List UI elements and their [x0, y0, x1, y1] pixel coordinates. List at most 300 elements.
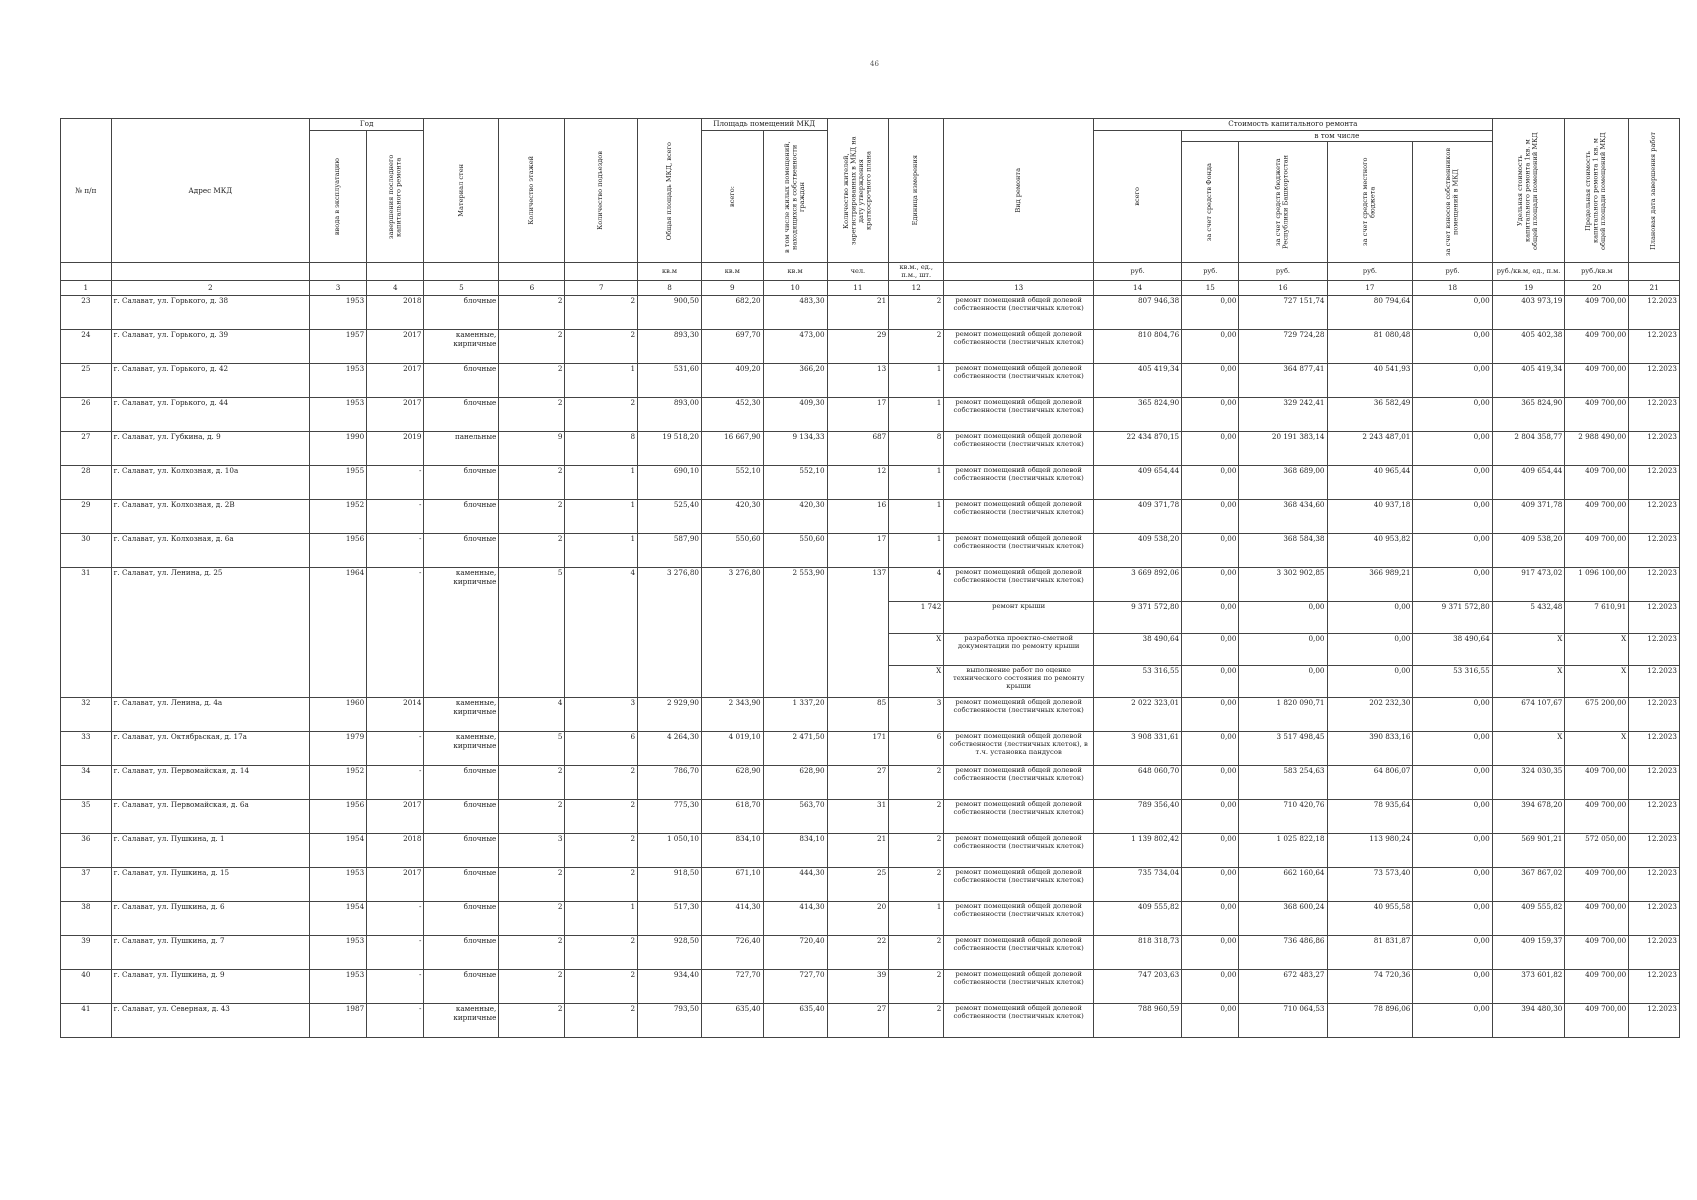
end-date-cell: 12.2023	[1629, 568, 1680, 602]
residents-cell: 27	[827, 766, 889, 800]
unit-cost-cell: 394 480,30	[1492, 1004, 1565, 1038]
residents-cell: 16	[827, 500, 889, 534]
cost-republic-cell: 1 820 090,71	[1239, 698, 1327, 732]
header-cost-total: всего	[1094, 131, 1182, 263]
table-row	[61, 970, 1680, 1004]
unit-cost-cell: 409 654,44	[1492, 466, 1565, 500]
cost-fund-cell: 0,00	[1182, 330, 1239, 364]
address-cell: г. Салават, ул. Горького, д. 39	[111, 330, 309, 364]
header-year-group: Год	[309, 119, 424, 131]
column-number-cell: 15	[1182, 281, 1239, 296]
cost-fund-cell: 0,00	[1182, 970, 1239, 1004]
table-row	[61, 834, 1680, 868]
repair-type-cell: выполнение работ по оценке технического состояния по ремонту крыши	[944, 666, 1094, 698]
cost-republic-cell: 736 486,86	[1239, 936, 1327, 970]
entrances-cell: 2	[565, 398, 638, 432]
entrances-cell: 1	[565, 364, 638, 398]
cost-republic-cell: 583 254,63	[1239, 766, 1327, 800]
cost-republic-cell: 0,00	[1239, 634, 1327, 666]
area-all-cell: 550,60	[701, 534, 763, 568]
cost-republic-cell: 20 191 383,14	[1239, 432, 1327, 466]
cost-owners-cell: 0,00	[1413, 1004, 1492, 1038]
header-limit-cost: Предельная стоимость капитального ремонта 1 кв. м общей площади помещений МКД	[1565, 119, 1629, 263]
table-row	[61, 364, 1680, 398]
column-number-cell: 17	[1327, 281, 1413, 296]
year-last-repair-cell: 2019	[367, 432, 424, 466]
year-last-repair-cell: -	[367, 500, 424, 534]
unit-cost-cell: Х	[1492, 666, 1565, 698]
wall-material-cell: блочные	[424, 398, 499, 432]
year-last-repair-cell: 2017	[367, 800, 424, 834]
header-cost-republic: за счет средств бюджета Республики Башкортостан	[1239, 142, 1327, 263]
total-area-cell: 893,30	[638, 330, 702, 364]
cost-owners-cell: 53 316,55	[1413, 666, 1492, 698]
cost-republic-cell: 3 302 902,85	[1239, 568, 1327, 602]
column-number-cell: 10	[763, 281, 827, 296]
header-address: Адрес МКД	[111, 119, 309, 263]
cost-local-cell: 40 965,44	[1327, 466, 1413, 500]
entrances-cell: 2	[565, 296, 638, 330]
cost-fund-cell: 0,00	[1182, 634, 1239, 666]
header-wall-material: Материал стен	[424, 119, 499, 263]
row-number-cell: 34	[61, 766, 112, 800]
total-area-cell: 587,90	[638, 534, 702, 568]
entrances-cell: 6	[565, 732, 638, 766]
unit-qty-cell: 6	[889, 732, 944, 766]
floors-cell: 2	[499, 868, 565, 902]
cost-fund-cell: 0,00	[1182, 500, 1239, 534]
repair-type-cell: ремонт помещений общей долевой собственности (лестничных клеток)	[944, 500, 1094, 534]
cost-local-cell: 78 896,06	[1327, 1004, 1413, 1038]
cost-local-cell: 40 541,93	[1327, 364, 1413, 398]
wall-material-cell: блочные	[424, 834, 499, 868]
unit-cell	[944, 263, 1094, 281]
row-number-cell: 33	[61, 732, 112, 766]
unit-qty-cell: 2	[889, 936, 944, 970]
row-number-cell: 30	[61, 534, 112, 568]
floors-cell: 2	[499, 364, 565, 398]
cost-fund-cell: 0,00	[1182, 432, 1239, 466]
year-commission-cell: 1954	[309, 902, 366, 936]
header-area-owned: в том числе жилых помещений, находящихся в собственности граждан	[763, 131, 827, 263]
column-number-cell: 12	[889, 281, 944, 296]
end-date-cell: 12.2023	[1629, 330, 1680, 364]
unit-cost-cell: 394 678,20	[1492, 800, 1565, 834]
floors-cell: 5	[499, 568, 565, 698]
wall-material-cell: каменные, кирпичные	[424, 732, 499, 766]
unit-qty-cell: 1	[889, 364, 944, 398]
end-date-cell: 12.2023	[1629, 602, 1680, 634]
page-number: 46	[870, 60, 879, 68]
cost-owners-cell: 9 371 572,80	[1413, 602, 1492, 634]
cost-local-cell: 390 833,16	[1327, 732, 1413, 766]
cost-republic-cell: 368 584,38	[1239, 534, 1327, 568]
header-unit-cost: Удельная стоимость капитального ремонта 1кв. м общей площади помещений МКД	[1492, 119, 1565, 263]
unit-qty-cell: 1	[889, 902, 944, 936]
address-cell: г. Салават, ул. Ленина, д. 25	[111, 568, 309, 698]
cost-local-cell: 40 937,18	[1327, 500, 1413, 534]
cost-total-cell: 409 371,78	[1094, 500, 1182, 534]
area-all-cell: 671,10	[701, 868, 763, 902]
cost-total-cell: 788 960,59	[1094, 1004, 1182, 1038]
table-row	[61, 534, 1680, 568]
address-cell: г. Салават, ул. Северная, д. 43	[111, 1004, 309, 1038]
end-date-cell: 12.2023	[1629, 698, 1680, 732]
column-number-cell: 1	[61, 281, 112, 296]
cost-local-cell: 202 232,30	[1327, 698, 1413, 732]
wall-material-cell: блочные	[424, 364, 499, 398]
cost-republic-cell: 727 151,74	[1239, 296, 1327, 330]
unit-cost-cell: 367 867,02	[1492, 868, 1565, 902]
floors-cell: 4	[499, 698, 565, 732]
end-date-cell: 12.2023	[1629, 296, 1680, 330]
header-residents: Количество жителей, зарегистрированных в МКД на дату утверждения краткосрочного плана	[827, 119, 889, 263]
address-cell: г. Салават, ул. Первомайская, д. 6а	[111, 800, 309, 834]
floors-cell: 2	[499, 330, 565, 364]
cost-total-cell: 807 946,38	[1094, 296, 1182, 330]
row-number-cell: 41	[61, 1004, 112, 1038]
floors-cell: 2	[499, 766, 565, 800]
cost-local-cell: 74 720,36	[1327, 970, 1413, 1004]
end-date-cell: 12.2023	[1629, 534, 1680, 568]
residents-cell: 39	[827, 970, 889, 1004]
area-owned-cell: 414,30	[763, 902, 827, 936]
entrances-cell: 2	[565, 1004, 638, 1038]
unit-cost-cell: 569 901,21	[1492, 834, 1565, 868]
unit-qty-cell: 1	[889, 398, 944, 432]
cost-owners-cell: 0,00	[1413, 500, 1492, 534]
area-all-cell: 4 019,10	[701, 732, 763, 766]
cost-owners-cell: 0,00	[1413, 330, 1492, 364]
end-date-cell: 12.2023	[1629, 834, 1680, 868]
residents-cell: 21	[827, 296, 889, 330]
row-number-cell: 39	[61, 936, 112, 970]
column-number-cell: 18	[1413, 281, 1492, 296]
wall-material-cell: каменные, кирпичные	[424, 698, 499, 732]
area-all-cell: 452,30	[701, 398, 763, 432]
area-all-cell: 420,30	[701, 500, 763, 534]
unit-qty-cell: 8	[889, 432, 944, 466]
header-year-commission: ввода в эксплуатацию	[309, 131, 366, 263]
row-number-cell: 36	[61, 834, 112, 868]
area-owned-cell: 483,30	[763, 296, 827, 330]
total-area-cell: 19 518,20	[638, 432, 702, 466]
cost-owners-cell: 0,00	[1413, 466, 1492, 500]
residents-cell: 31	[827, 800, 889, 834]
limit-cost-cell: 409 700,00	[1565, 296, 1629, 330]
area-owned-cell: 1 337,20	[763, 698, 827, 732]
cost-total-cell: 365 824,90	[1094, 398, 1182, 432]
cost-fund-cell: 0,00	[1182, 868, 1239, 902]
wall-material-cell: каменные, кирпичные	[424, 330, 499, 364]
wall-material-cell: блочные	[424, 970, 499, 1004]
year-last-repair-cell: -	[367, 534, 424, 568]
year-last-repair-cell: -	[367, 466, 424, 500]
year-commission-cell: 1952	[309, 500, 366, 534]
total-area-cell: 793,50	[638, 1004, 702, 1038]
unit-cell	[1629, 263, 1680, 281]
cost-owners-cell: 0,00	[1413, 364, 1492, 398]
entrances-cell: 2	[565, 330, 638, 364]
cost-local-cell: 81 831,87	[1327, 936, 1413, 970]
unit-cell: кв.м	[701, 263, 763, 281]
cost-owners-cell: 0,00	[1413, 936, 1492, 970]
floors-cell: 2	[499, 500, 565, 534]
wall-material-cell: блочные	[424, 902, 499, 936]
cost-fund-cell: 0,00	[1182, 834, 1239, 868]
limit-cost-cell: 409 700,00	[1565, 534, 1629, 568]
repair-type-cell: ремонт помещений общей долевой собственности (лестничных клеток)	[944, 698, 1094, 732]
end-date-cell: 12.2023	[1629, 398, 1680, 432]
repair-plan-table-wrap	[60, 118, 1680, 1038]
wall-material-cell: блочные	[424, 800, 499, 834]
total-area-cell: 918,50	[638, 868, 702, 902]
cost-fund-cell: 0,00	[1182, 534, 1239, 568]
entrances-cell: 1	[565, 466, 638, 500]
end-date-cell: 12.2023	[1629, 766, 1680, 800]
year-last-repair-cell: -	[367, 568, 424, 698]
area-all-cell: 727,70	[701, 970, 763, 1004]
area-owned-cell: 366,20	[763, 364, 827, 398]
year-commission-cell: 1952	[309, 766, 366, 800]
units-row	[61, 263, 1680, 281]
cost-republic-cell: 368 689,00	[1239, 466, 1327, 500]
header-cost-local: за счет средств местного бюджета	[1327, 142, 1413, 263]
cost-local-cell: 73 573,40	[1327, 868, 1413, 902]
unit-cell: кв.м., ед., п.м., шт.	[889, 263, 944, 281]
cost-owners-cell: 0,00	[1413, 868, 1492, 902]
cost-owners-cell: 0,00	[1413, 534, 1492, 568]
cost-republic-cell: 0,00	[1239, 666, 1327, 698]
year-last-repair-cell: 2017	[367, 364, 424, 398]
unit-cell	[367, 263, 424, 281]
year-last-repair-cell: 2017	[367, 868, 424, 902]
repair-type-cell: ремонт крыши	[944, 602, 1094, 634]
cost-total-cell: 9 371 572,80	[1094, 602, 1182, 634]
year-last-repair-cell: -	[367, 766, 424, 800]
repair-type-cell: ремонт помещений общей долевой собственности (лестничных клеток)	[944, 466, 1094, 500]
table-row	[61, 466, 1680, 500]
total-area-cell: 517,30	[638, 902, 702, 936]
unit-cell: кв.м	[638, 263, 702, 281]
area-all-cell: 414,30	[701, 902, 763, 936]
limit-cost-cell: 409 700,00	[1565, 766, 1629, 800]
residents-cell: 12	[827, 466, 889, 500]
unit-qty-cell: Х	[889, 634, 944, 666]
unit-cell	[499, 263, 565, 281]
floors-cell: 2	[499, 970, 565, 1004]
cost-owners-cell: 0,00	[1413, 970, 1492, 1004]
address-cell: г. Салават, ул. Колхозная, д. 2В	[111, 500, 309, 534]
cost-fund-cell: 0,00	[1182, 936, 1239, 970]
cost-total-cell: 818 318,73	[1094, 936, 1182, 970]
unit-qty-cell: 2	[889, 296, 944, 330]
unit-qty-cell: 3	[889, 698, 944, 732]
table-row	[61, 732, 1680, 766]
unit-cost-cell: 365 824,90	[1492, 398, 1565, 432]
total-area-cell: 525,40	[638, 500, 702, 534]
residents-cell: 21	[827, 834, 889, 868]
entrances-cell: 2	[565, 800, 638, 834]
year-last-repair-cell: 2017	[367, 398, 424, 432]
area-all-cell: 635,40	[701, 1004, 763, 1038]
unit-cell	[111, 263, 309, 281]
year-last-repair-cell: -	[367, 732, 424, 766]
address-cell: г. Салават, ул. Пушкина, д. 9	[111, 970, 309, 1004]
column-number-cell: 20	[1565, 281, 1629, 296]
area-owned-cell: 628,90	[763, 766, 827, 800]
unit-cell: руб.	[1413, 263, 1492, 281]
header-entrances: Количество подъездов	[565, 119, 638, 263]
cost-republic-cell: 368 600,24	[1239, 902, 1327, 936]
total-area-cell: 934,40	[638, 970, 702, 1004]
table-row	[61, 1004, 1680, 1038]
area-owned-cell: 834,10	[763, 834, 827, 868]
cost-local-cell: 78 935,64	[1327, 800, 1413, 834]
row-number-cell: 26	[61, 398, 112, 432]
cost-total-cell: 409 654,44	[1094, 466, 1182, 500]
table-row	[61, 500, 1680, 534]
cost-total-cell: 53 316,55	[1094, 666, 1182, 698]
limit-cost-cell: Х	[1565, 666, 1629, 698]
area-all-cell: 552,10	[701, 466, 763, 500]
area-all-cell: 682,20	[701, 296, 763, 330]
cost-fund-cell: 0,00	[1182, 732, 1239, 766]
unit-cost-cell: 5 432,48	[1492, 602, 1565, 634]
entrances-cell: 2	[565, 834, 638, 868]
entrances-cell: 2	[565, 868, 638, 902]
area-all-cell: 834,10	[701, 834, 763, 868]
cost-owners-cell: 0,00	[1413, 432, 1492, 466]
total-area-cell: 690,10	[638, 466, 702, 500]
unit-cost-cell: 409 159,37	[1492, 936, 1565, 970]
year-commission-cell: 1953	[309, 398, 366, 432]
row-number-cell: 38	[61, 902, 112, 936]
cost-fund-cell: 0,00	[1182, 902, 1239, 936]
area-all-cell: 697,70	[701, 330, 763, 364]
cost-local-cell: 64 806,07	[1327, 766, 1413, 800]
year-commission-cell: 1960	[309, 698, 366, 732]
cost-republic-cell: 1 025 822,18	[1239, 834, 1327, 868]
repair-type-cell: ремонт помещений общей долевой собственности (лестничных клеток)	[944, 432, 1094, 466]
unit-qty-cell: 2	[889, 970, 944, 1004]
cost-total-cell: 648 060,70	[1094, 766, 1182, 800]
cost-owners-cell: 0,00	[1413, 732, 1492, 766]
unit-cost-cell: 409 555,82	[1492, 902, 1565, 936]
unit-cost-cell: 409 538,20	[1492, 534, 1565, 568]
column-number-cell: 7	[565, 281, 638, 296]
area-owned-cell: 2 471,50	[763, 732, 827, 766]
cost-local-cell: 366 989,21	[1327, 568, 1413, 602]
repair-type-cell: ремонт помещений общей долевой собственности (лестничных клеток)	[944, 364, 1094, 398]
cost-republic-cell: 329 242,41	[1239, 398, 1327, 432]
year-last-repair-cell: -	[367, 970, 424, 1004]
total-area-cell: 4 264,30	[638, 732, 702, 766]
table-row	[61, 766, 1680, 800]
table-row	[61, 398, 1680, 432]
repair-type-cell: ремонт помещений общей долевой собственности (лестничных клеток)	[944, 936, 1094, 970]
floors-cell: 2	[499, 466, 565, 500]
cost-fund-cell: 0,00	[1182, 398, 1239, 432]
unit-cell: руб./кв.м, ед., п.м.	[1492, 263, 1565, 281]
cost-owners-cell: 0,00	[1413, 902, 1492, 936]
cost-local-cell: 36 582,49	[1327, 398, 1413, 432]
limit-cost-cell: 409 700,00	[1565, 466, 1629, 500]
wall-material-cell: блочные	[424, 766, 499, 800]
floors-cell: 2	[499, 534, 565, 568]
unit-cell: руб.	[1327, 263, 1413, 281]
year-commission-cell: 1964	[309, 568, 366, 698]
entrances-cell: 4	[565, 568, 638, 698]
address-cell: г. Салават, ул. Октябрьская, д. 17а	[111, 732, 309, 766]
cost-owners-cell: 0,00	[1413, 568, 1492, 602]
repair-type-cell: ремонт помещений общей долевой собственности (лестничных клеток)	[944, 766, 1094, 800]
end-date-cell: 12.2023	[1629, 466, 1680, 500]
limit-cost-cell: 1 096 100,00	[1565, 568, 1629, 602]
year-commission-cell: 1979	[309, 732, 366, 766]
repair-type-cell: ремонт помещений общей долевой собственности (лестничных клеток)	[944, 568, 1094, 602]
area-owned-cell: 563,70	[763, 800, 827, 834]
cost-fund-cell: 0,00	[1182, 568, 1239, 602]
end-date-cell: 12.2023	[1629, 666, 1680, 698]
entrances-cell: 1	[565, 902, 638, 936]
end-date-cell: 12.2023	[1629, 732, 1680, 766]
floors-cell: 2	[499, 902, 565, 936]
column-number-cell: 11	[827, 281, 889, 296]
floors-cell: 2	[499, 1004, 565, 1038]
year-commission-cell: 1987	[309, 1004, 366, 1038]
year-last-repair-cell: 2018	[367, 834, 424, 868]
unit-cost-cell: 405 419,34	[1492, 364, 1565, 398]
residents-cell: 29	[827, 330, 889, 364]
end-date-cell: 12.2023	[1629, 1004, 1680, 1038]
cost-fund-cell: 0,00	[1182, 698, 1239, 732]
residents-cell: 27	[827, 1004, 889, 1038]
row-number-cell: 29	[61, 500, 112, 534]
wall-material-cell: каменные, кирпичные	[424, 568, 499, 698]
year-last-repair-cell: -	[367, 1004, 424, 1038]
header-repair-type: Вид ремонта	[944, 119, 1094, 263]
cost-fund-cell: 0,00	[1182, 364, 1239, 398]
cost-total-cell: 38 490,64	[1094, 634, 1182, 666]
header-floors: Количество этажей	[499, 119, 565, 263]
year-commission-cell: 1955	[309, 466, 366, 500]
header-area-group: Площадь помещений МКД	[701, 119, 827, 131]
end-date-cell: 12.2023	[1629, 432, 1680, 466]
floors-cell: 2	[499, 398, 565, 432]
entrances-cell: 2	[565, 766, 638, 800]
residents-cell: 687	[827, 432, 889, 466]
year-commission-cell: 1953	[309, 296, 366, 330]
repair-plan-table	[60, 118, 1680, 1038]
address-cell: г. Салават, ул. Горького, д. 44	[111, 398, 309, 432]
header-year-last-repair: завершения последнего капитального ремонта	[367, 131, 424, 263]
end-date-cell: 12.2023	[1629, 364, 1680, 398]
column-numbers-row	[61, 281, 1680, 296]
limit-cost-cell: 409 700,00	[1565, 1004, 1629, 1038]
floors-cell: 5	[499, 732, 565, 766]
address-cell: г. Салават, ул. Ленина, д. 4а	[111, 698, 309, 732]
unit-cell	[61, 263, 112, 281]
cost-fund-cell: 0,00	[1182, 296, 1239, 330]
year-last-repair-cell: -	[367, 936, 424, 970]
total-area-cell: 1 050,10	[638, 834, 702, 868]
year-last-repair-cell: 2014	[367, 698, 424, 732]
entrances-cell: 1	[565, 534, 638, 568]
address-cell: г. Салават, ул. Пушкина, д. 1	[111, 834, 309, 868]
column-number-cell: 6	[499, 281, 565, 296]
address-cell: г. Салават, ул. Горького, д. 38	[111, 296, 309, 330]
